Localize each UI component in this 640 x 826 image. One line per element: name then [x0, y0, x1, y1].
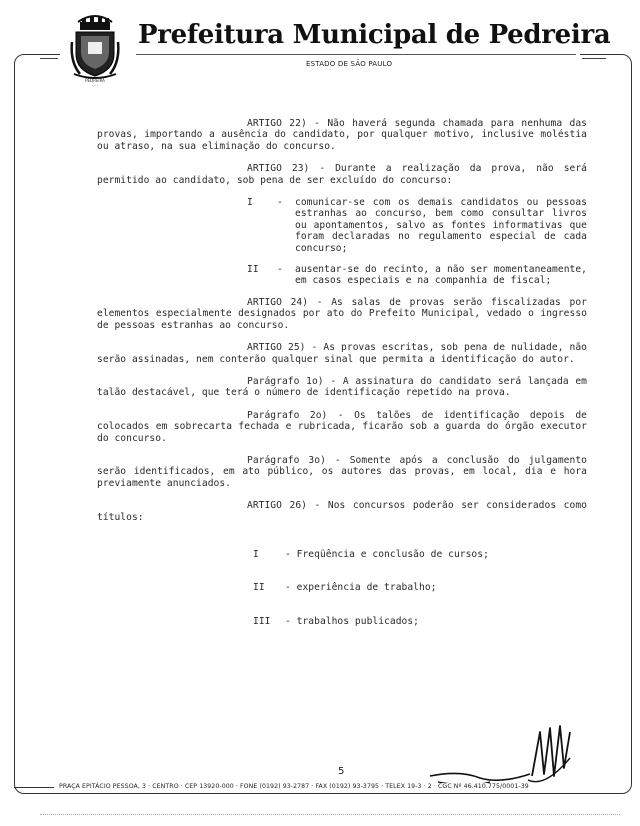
page-title: Prefeitura Municipal de Pedreira	[138, 20, 611, 50]
header-divider	[136, 54, 576, 55]
crest-motto: PEDREIRA · · ·	[85, 78, 105, 88]
article-24: ARTIGO 24) - As salas de provas serão fiscalizadas por elementos especialmente designados por ato do Prefeito Municipal, vedado o ingresso de pessoas estranhas ao concurso.	[97, 296, 587, 331]
frame-tick-right	[582, 58, 606, 59]
paragraph-3: Parágrafo 3o) - Somente após a conclusão do julgamento serão identificados, em ato público, os autores das provas, em local, dia e hora previamente anunciados.	[97, 454, 587, 489]
list-item: I - Freqüência e conclusão de cursos;	[253, 548, 489, 560]
article-22: ARTIGO 22) - Não haverá segunda chamada para nenhuma das provas, importando a ausência do candidato, por qualquer motivo, inclusive moléstia ou atraso, na sua eliminação do concurso.	[97, 118, 587, 152]
article-25: ARTIGO 25) - As provas escritas, sob pena de nulidade, não serão assinadas, nem conterão qualquer sinal que permita a identificação do autor.	[97, 342, 587, 365]
page-number: 5	[338, 766, 345, 777]
article-23: ARTIGO 23) - Durante a realização da prova, não será permitido ao candidato, sob pena de ser excluído do concurso:	[97, 163, 587, 186]
scan-artifact	[40, 814, 620, 817]
list-item: I - comunicar-se com os demais candidatos ou pessoas estranhas ao concurso, bem como consultar livros ou apontamentos, salvo as fontes informativas que foram declaradas no regulamento especial de cada concurso;	[247, 197, 587, 254]
footer-divider	[14, 787, 54, 788]
paragraph-2: Parágrafo 2o) - Os talões de identificação depois de colocados em sobrecarta fechada e rubricada, ficarão sob a guarda do órgão executor do concurso.	[97, 409, 587, 444]
list-item: II - experiência de trabalho;	[253, 582, 437, 594]
list-item: III - trabalhos publicados;	[253, 615, 419, 627]
list-item: II - ausentar-se do recinto, a não ser momentaneamente, em casos especiais e na companhia de fiscal;	[247, 264, 587, 287]
paragraph-1: Parágrafo 1o) - A assinatura do candidato será lançada em talão destacável, que terá o número de identificação repetido na prova.	[97, 375, 587, 399]
coat-of-arms-icon	[70, 12, 120, 80]
frame-tick-left	[40, 58, 58, 59]
page-subtitle: ESTADO DE SÃO PAULO	[306, 60, 393, 68]
frame-gap	[60, 50, 580, 60]
footer-address: PRAÇA EPITÁCIO PESSOA, 3 · CENTRO · CEP 13920-000 · FONE (0192) 93-2787 · FAX (0192) 93-3795 · TELEX 19-3 · 2 · CGC Nº 46.410.775/0001-39	[56, 783, 622, 790]
document-body	[97, 118, 587, 649]
article-26: ARTIGO 26) - Nos concursos poderão ser considerados como títulos:	[97, 500, 587, 523]
